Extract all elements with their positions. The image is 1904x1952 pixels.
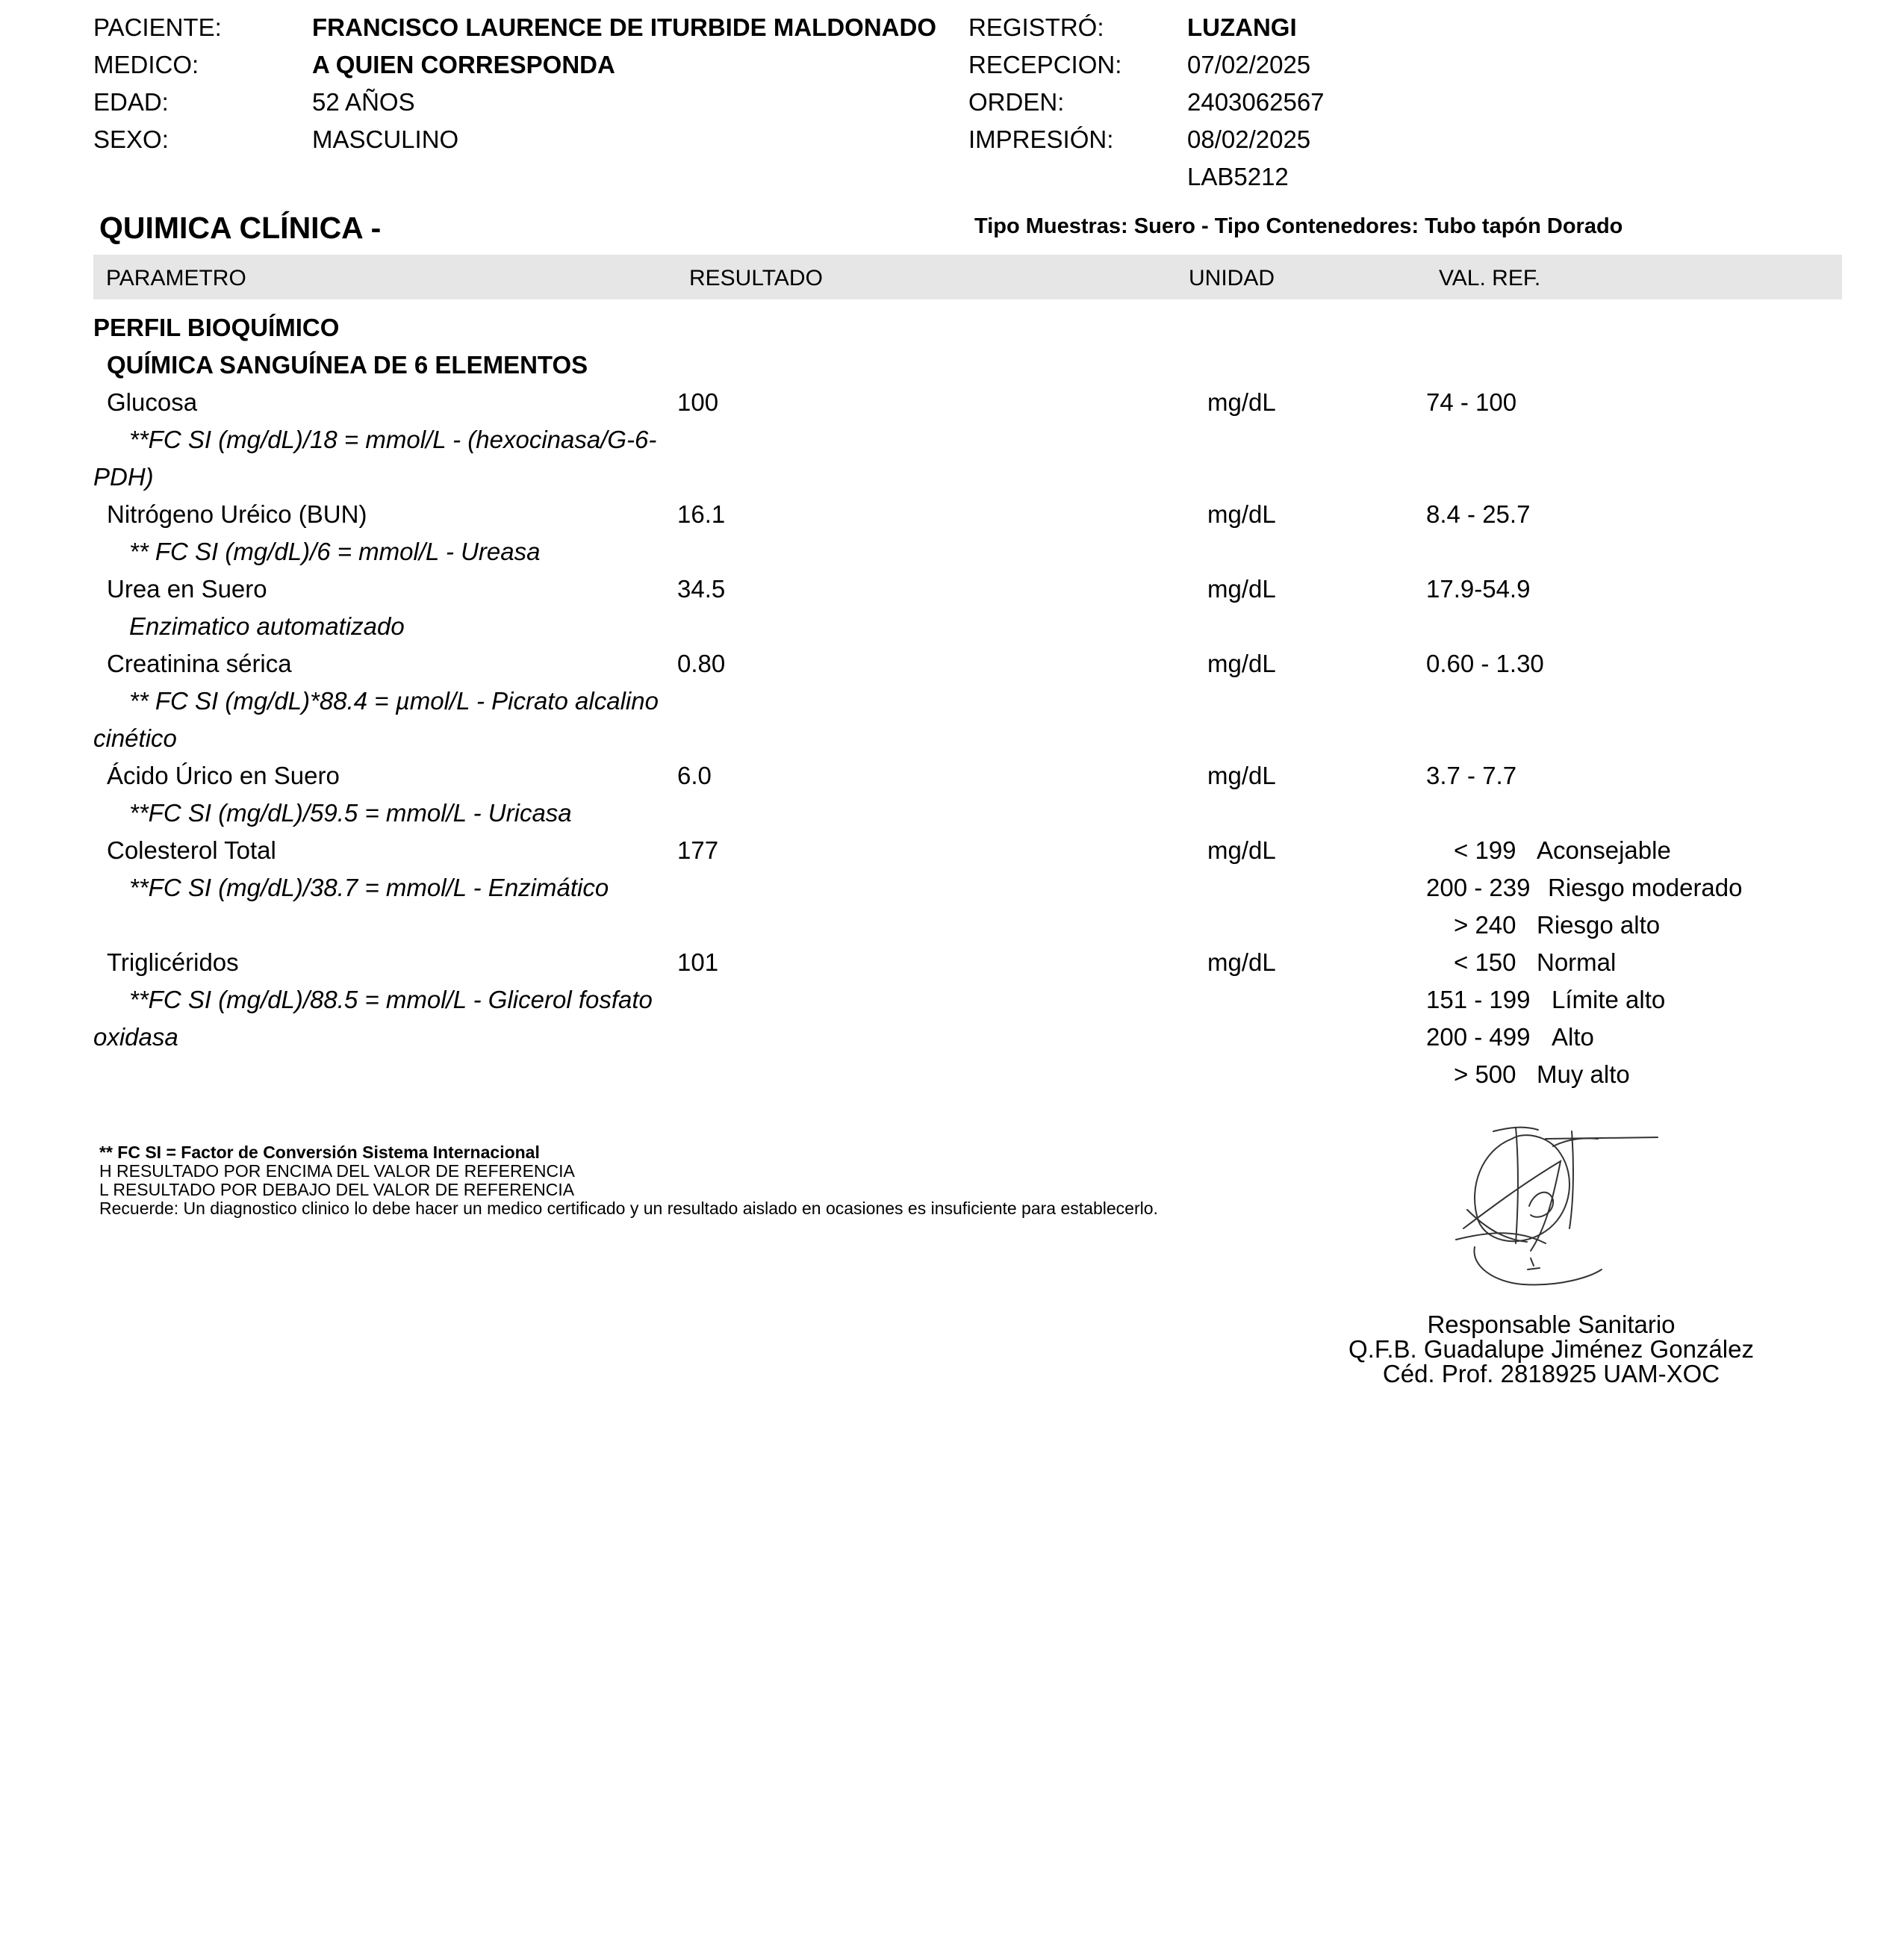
registro-value: LUZANGI: [1187, 13, 1297, 41]
test-ref: 3.7 - 7.7: [1426, 762, 1517, 789]
test-unit: mg/dL: [1207, 948, 1276, 976]
test-ref: 0.60 - 1.30: [1426, 650, 1544, 677]
test-name: Urea en Suero: [107, 575, 267, 603]
test-note: **FC SI (mg/dL)/88.5 = mmol/L - Glicerol fosfato: [129, 986, 653, 1013]
ref-row: [93, 1056, 1842, 1093]
test-unit: mg/dL: [1207, 650, 1276, 677]
header-row-lab: [93, 158, 1811, 196]
table-row: [93, 832, 1842, 869]
test-note-row: [93, 869, 1842, 907]
test-result: 177: [677, 836, 719, 864]
col-header-val-ref: VAL. REF.: [1439, 266, 1541, 290]
edad-label: EDAD:: [93, 88, 169, 116]
test-note-row: [93, 795, 1842, 832]
registro-label: REGISTRÓ:: [968, 13, 1104, 41]
test-ref: 17.9-54.9: [1426, 575, 1531, 603]
recepcion-value: 07/02/2025: [1187, 51, 1311, 78]
orden-label: ORDEN:: [968, 88, 1065, 116]
col-header-unidad: UNIDAD: [1189, 266, 1275, 290]
ref-range: > 240: [1454, 911, 1516, 939]
ref-row: [93, 907, 1842, 944]
test-ref: 74 - 100: [1426, 388, 1517, 416]
sexo-label: SEXO:: [93, 125, 169, 153]
test-result: 0.80: [677, 650, 726, 677]
test-note-row: [93, 683, 1842, 720]
test-note-row: [93, 1019, 1842, 1056]
test-unit: mg/dL: [1207, 500, 1276, 528]
test-unit: mg/dL: [1207, 388, 1276, 416]
col-header-parametro: PARAMETRO: [106, 266, 246, 290]
test-name: Creatinina sérica: [107, 650, 292, 677]
paciente-value: FRANCISCO LAURENCE DE ITURBIDE MALDONADO: [312, 13, 936, 41]
test-note-row: [93, 421, 1842, 459]
test-name: Triglicéridos: [107, 948, 239, 976]
section-title: QUIMICA CLÍNICA -: [99, 211, 382, 245]
footnote-l: L RESULTADO POR DEBAJO DEL VALOR DE REFERENCIA: [99, 1180, 575, 1199]
test-note-row: [93, 720, 1842, 757]
test-note: PDH): [93, 463, 154, 491]
recepcion-label: RECEPCION:: [968, 51, 1122, 78]
profile-subtitle: QUÍMICA SANGUÍNEA DE 6 ELEMENTOS: [107, 351, 588, 379]
test-note-row: [93, 608, 1842, 645]
ref-label: Riesgo moderado: [1548, 874, 1743, 901]
test-result: 16.1: [677, 500, 726, 528]
header-row-medico: [93, 46, 1811, 84]
test-note: Enzimatico automatizado: [129, 612, 405, 640]
medico-value: A QUIEN CORRESPONDA: [312, 51, 615, 78]
ref-range: < 150: [1454, 948, 1516, 976]
test-note-row: [93, 981, 1842, 1019]
lab-code: LAB5212: [1187, 163, 1289, 190]
footnotes: [99, 1143, 1158, 1218]
ref-range: > 500: [1454, 1060, 1516, 1088]
header-row-sexo: [93, 121, 1811, 158]
ref-label: Riesgo alto: [1537, 911, 1661, 939]
handwritten-signature: [1441, 1116, 1665, 1296]
profile-subtitle-row: [93, 346, 1842, 384]
table-row: [93, 944, 1842, 981]
table-header: [93, 255, 1842, 299]
test-name: Nitrógeno Uréico (BUN): [107, 500, 367, 528]
header-row-edad: [93, 84, 1811, 121]
impresion-label: IMPRESIÓN:: [968, 125, 1114, 153]
table-row: [93, 645, 1842, 683]
test-unit: mg/dL: [1207, 836, 1276, 864]
signature-role: Responsable Sanitario: [1427, 1311, 1676, 1338]
ref-label: Aconsejable: [1537, 836, 1671, 864]
medico-label: MEDICO:: [93, 51, 199, 78]
ref-range: 200 - 499: [1426, 1023, 1531, 1051]
paciente-label: PACIENTE:: [93, 13, 222, 41]
edad-value: 52 AÑOS: [312, 88, 415, 116]
test-note: oxidasa: [93, 1023, 178, 1051]
test-unit: mg/dL: [1207, 762, 1276, 789]
test-unit: mg/dL: [1207, 575, 1276, 603]
signature-license: Céd. Prof. 2818925 UAM-XOC: [1382, 1360, 1720, 1387]
table-row: [93, 571, 1842, 608]
test-result: 100: [677, 388, 719, 416]
test-result: 34.5: [677, 575, 726, 603]
test-result: 101: [677, 948, 719, 976]
footnote-disclaimer: Recuerde: Un diagnostico clinico lo debe hacer un medico certificado y un resultado aislado en ocasiones es insuficiente para establecerlo.: [99, 1199, 1158, 1218]
sample-info: Tipo Muestras: Suero - Tipo Contenedores: Tubo tapón Dorado: [974, 214, 1623, 238]
table-row: [93, 496, 1842, 533]
table-row: [93, 757, 1842, 795]
test-result: 6.0: [677, 762, 712, 789]
ref-label: Muy alto: [1537, 1060, 1630, 1088]
test-ref: 8.4 - 25.7: [1426, 500, 1531, 528]
test-note: ** FC SI (mg/dL)/6 = mmol/L - Ureasa: [129, 538, 541, 565]
impresion-value: 08/02/2025: [1187, 125, 1311, 153]
test-note-row: [93, 533, 1842, 571]
ref-range: < 199: [1454, 836, 1516, 864]
test-note: **FC SI (mg/dL)/59.5 = mmol/L - Uricasa: [129, 799, 572, 827]
signature-block: [1322, 1312, 1781, 1386]
ref-label: Alto: [1552, 1023, 1594, 1051]
test-note: **FC SI (mg/dL)/38.7 = mmol/L - Enzimático: [129, 874, 609, 901]
footnote-fc-si: ** FC SI = Factor de Conversión Sistema Internacional: [99, 1143, 540, 1162]
sexo-value: MASCULINO: [312, 125, 459, 153]
profile-title: PERFIL BIOQUÍMICO: [93, 314, 340, 341]
test-note-row: [93, 459, 1842, 496]
test-name: Ácido Úrico en Suero: [107, 762, 340, 789]
ref-range: 200 - 239: [1426, 874, 1531, 901]
test-note: ** FC SI (mg/dL)*88.4 = µmol/L - Picrato alcalino: [129, 687, 659, 715]
test-note: **FC SI (mg/dL)/18 = mmol/L - (hexocinasa/G-6-: [129, 426, 657, 453]
test-name: Colesterol Total: [107, 836, 276, 864]
test-note: cinético: [93, 724, 177, 752]
ref-range: 151 - 199: [1426, 986, 1531, 1013]
footnote-h: H RESULTADO POR ENCIMA DEL VALOR DE REFERENCIA: [99, 1161, 575, 1181]
col-header-resultado: RESULTADO: [689, 266, 823, 290]
ref-label: Normal: [1537, 948, 1617, 976]
signature-name: Q.F.B. Guadalupe Jiménez González: [1348, 1335, 1754, 1363]
ref-label: Límite alto: [1552, 986, 1666, 1013]
profile-title-row: [93, 309, 1842, 346]
table-row: [93, 384, 1842, 421]
test-name: Glucosa: [107, 388, 198, 416]
header-row-paciente: [93, 9, 1811, 46]
orden-value: 2403062567: [1187, 88, 1325, 116]
